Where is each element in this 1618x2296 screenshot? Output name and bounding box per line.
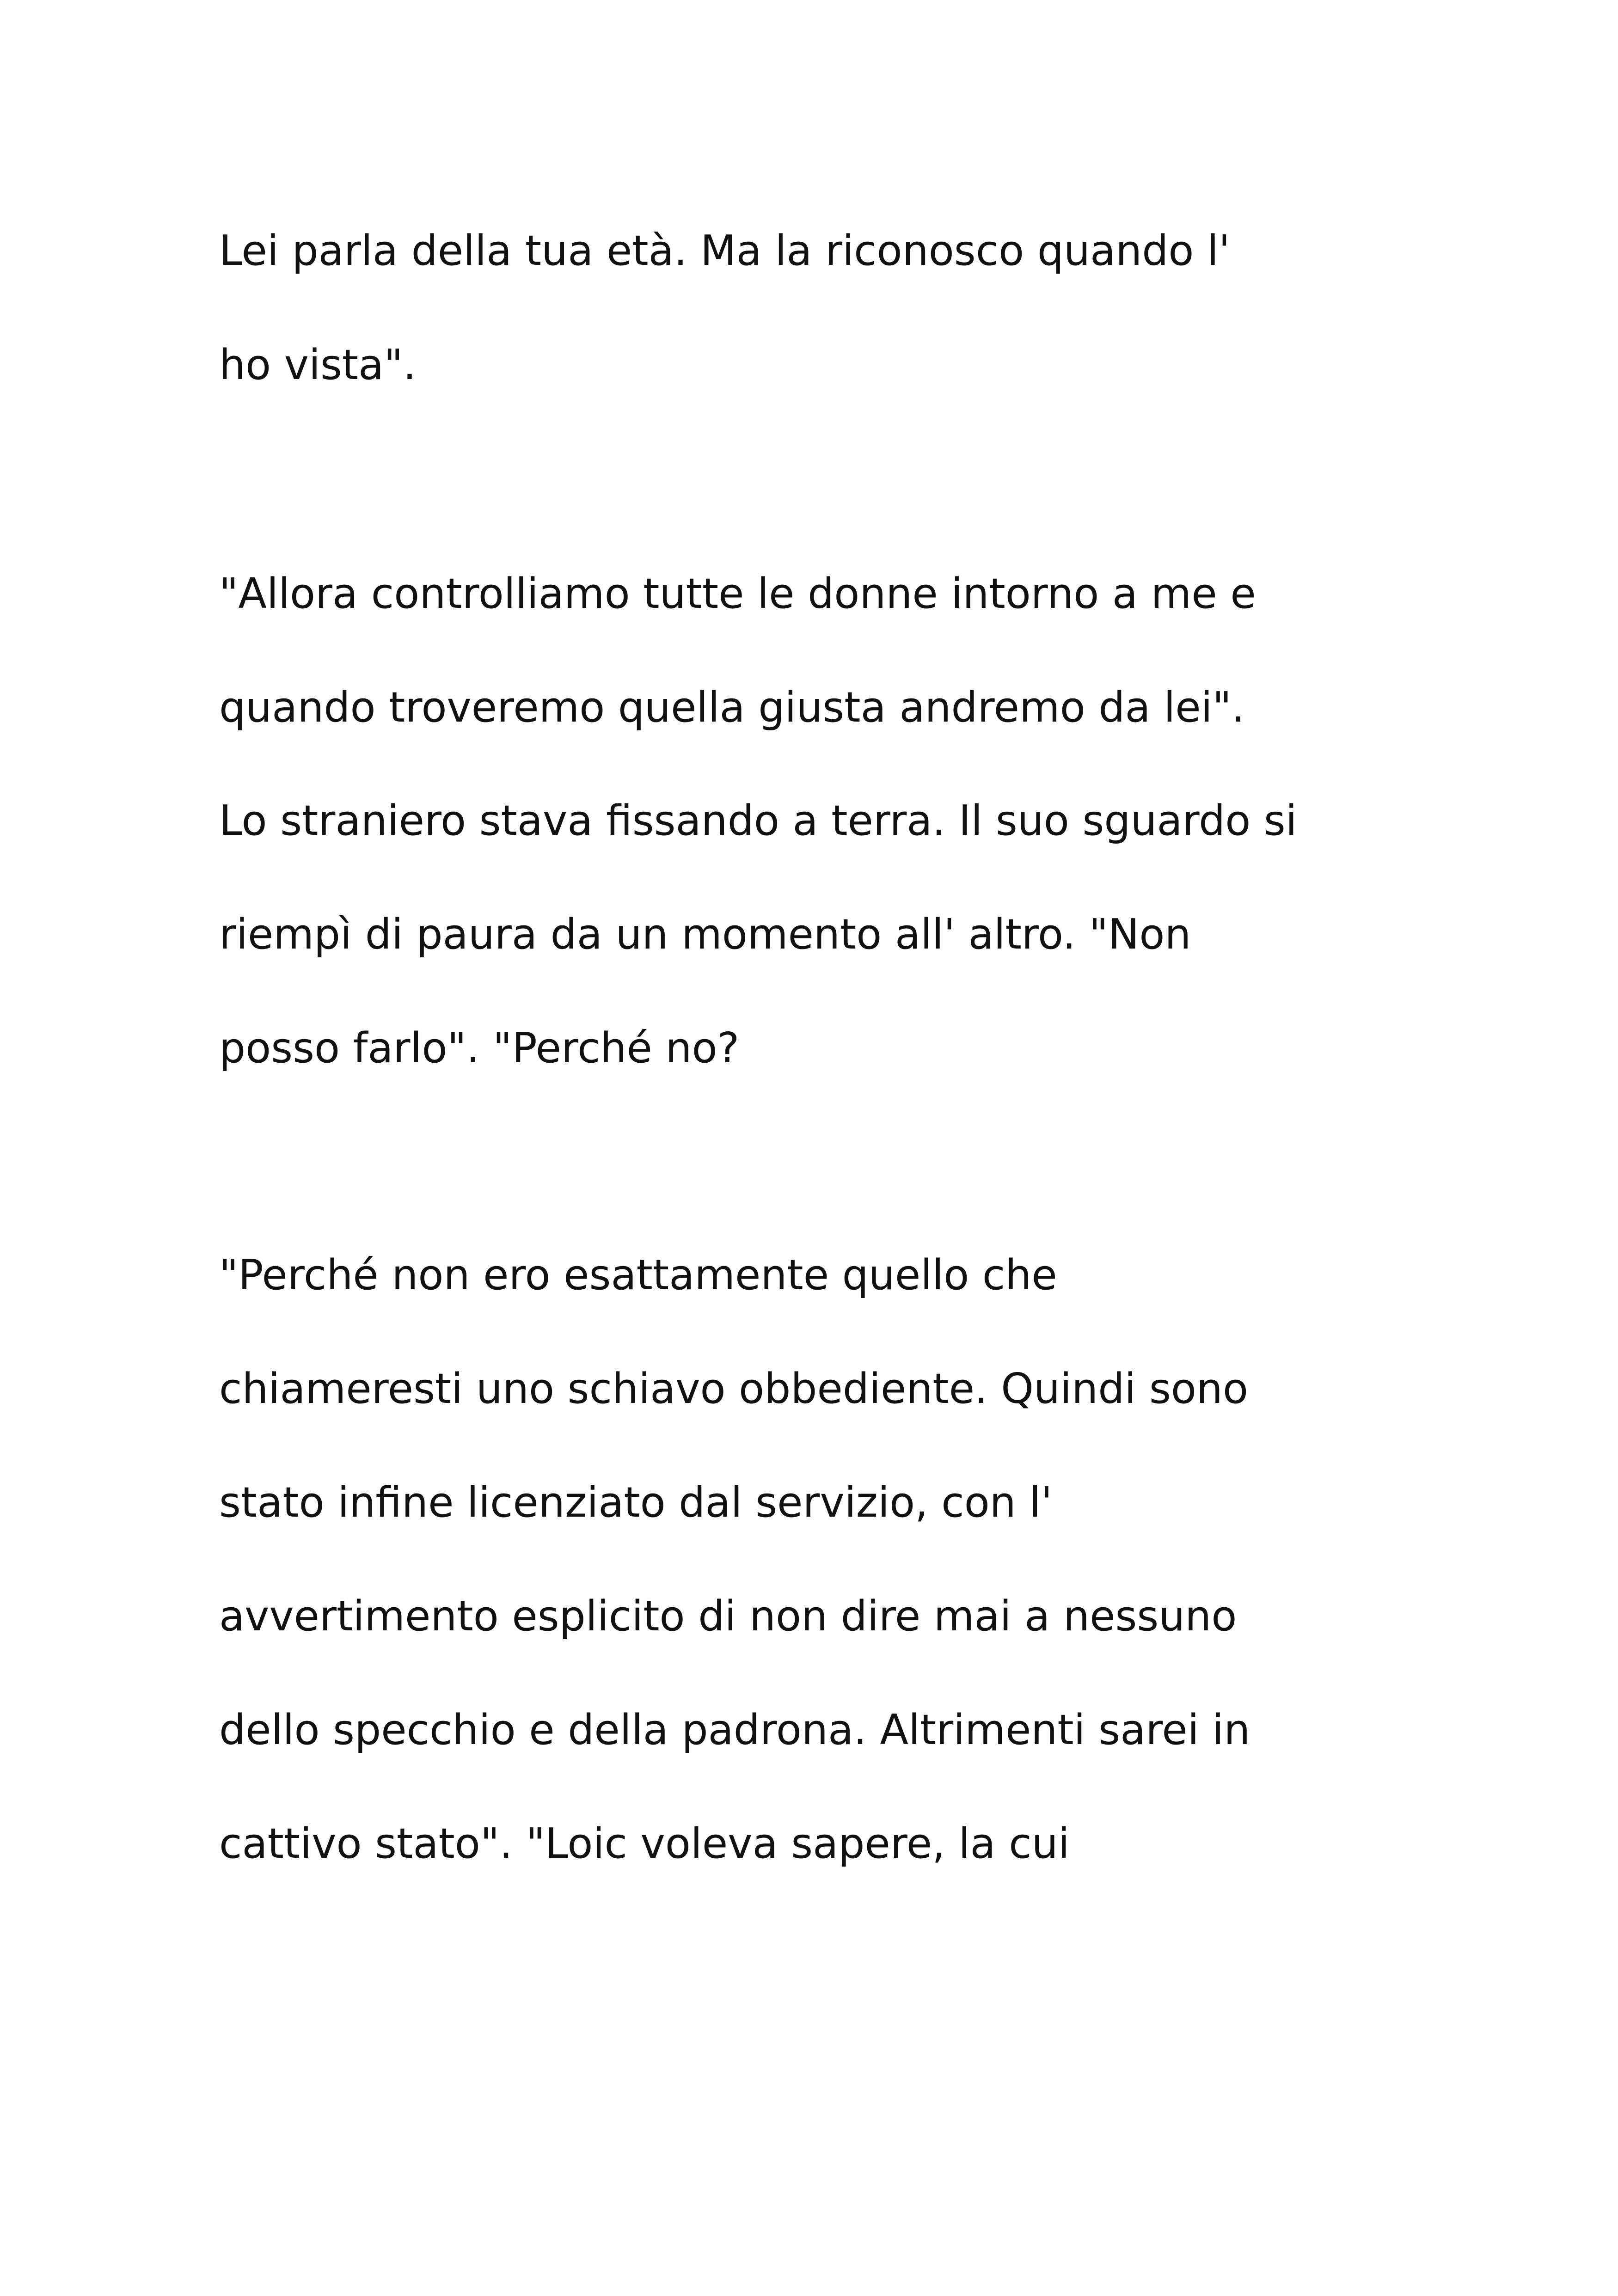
text-line: chiameresti uno schiavo obbediente. Quindi sono <box>219 1365 1249 1413</box>
text-line: Lei parla della tua età. Ma la riconosco quando l' <box>219 227 1230 275</box>
text-line: "Allora controlliamo tutte le donne intorno a me e <box>219 569 1256 618</box>
text-line: posso farlo". "Perché no? <box>219 1024 740 1072</box>
text-line: quando troveremo quella giusta andremo da lei". <box>219 683 1245 732</box>
text-line: riempì di paura da un momento all' altro. "Non <box>219 910 1191 959</box>
text-line: cattivo stato". "Loic voleva sapere, la cui <box>219 1819 1070 1868</box>
text-line: Lo straniero stava fissando a terra. Il suo sguardo si <box>219 796 1297 845</box>
text-line: ho vista". <box>219 341 417 389</box>
text-line: stato infine licenziato dal servizio, con l' <box>219 1478 1053 1527</box>
text-line: "Perché non ero esattamente quello che <box>219 1251 1057 1299</box>
text-line: dello specchio e della padrona. Altrimenti sarei in <box>219 1706 1250 1754</box>
text-line: avvertimento esplicito di non dire mai a nessuno <box>219 1592 1237 1641</box>
